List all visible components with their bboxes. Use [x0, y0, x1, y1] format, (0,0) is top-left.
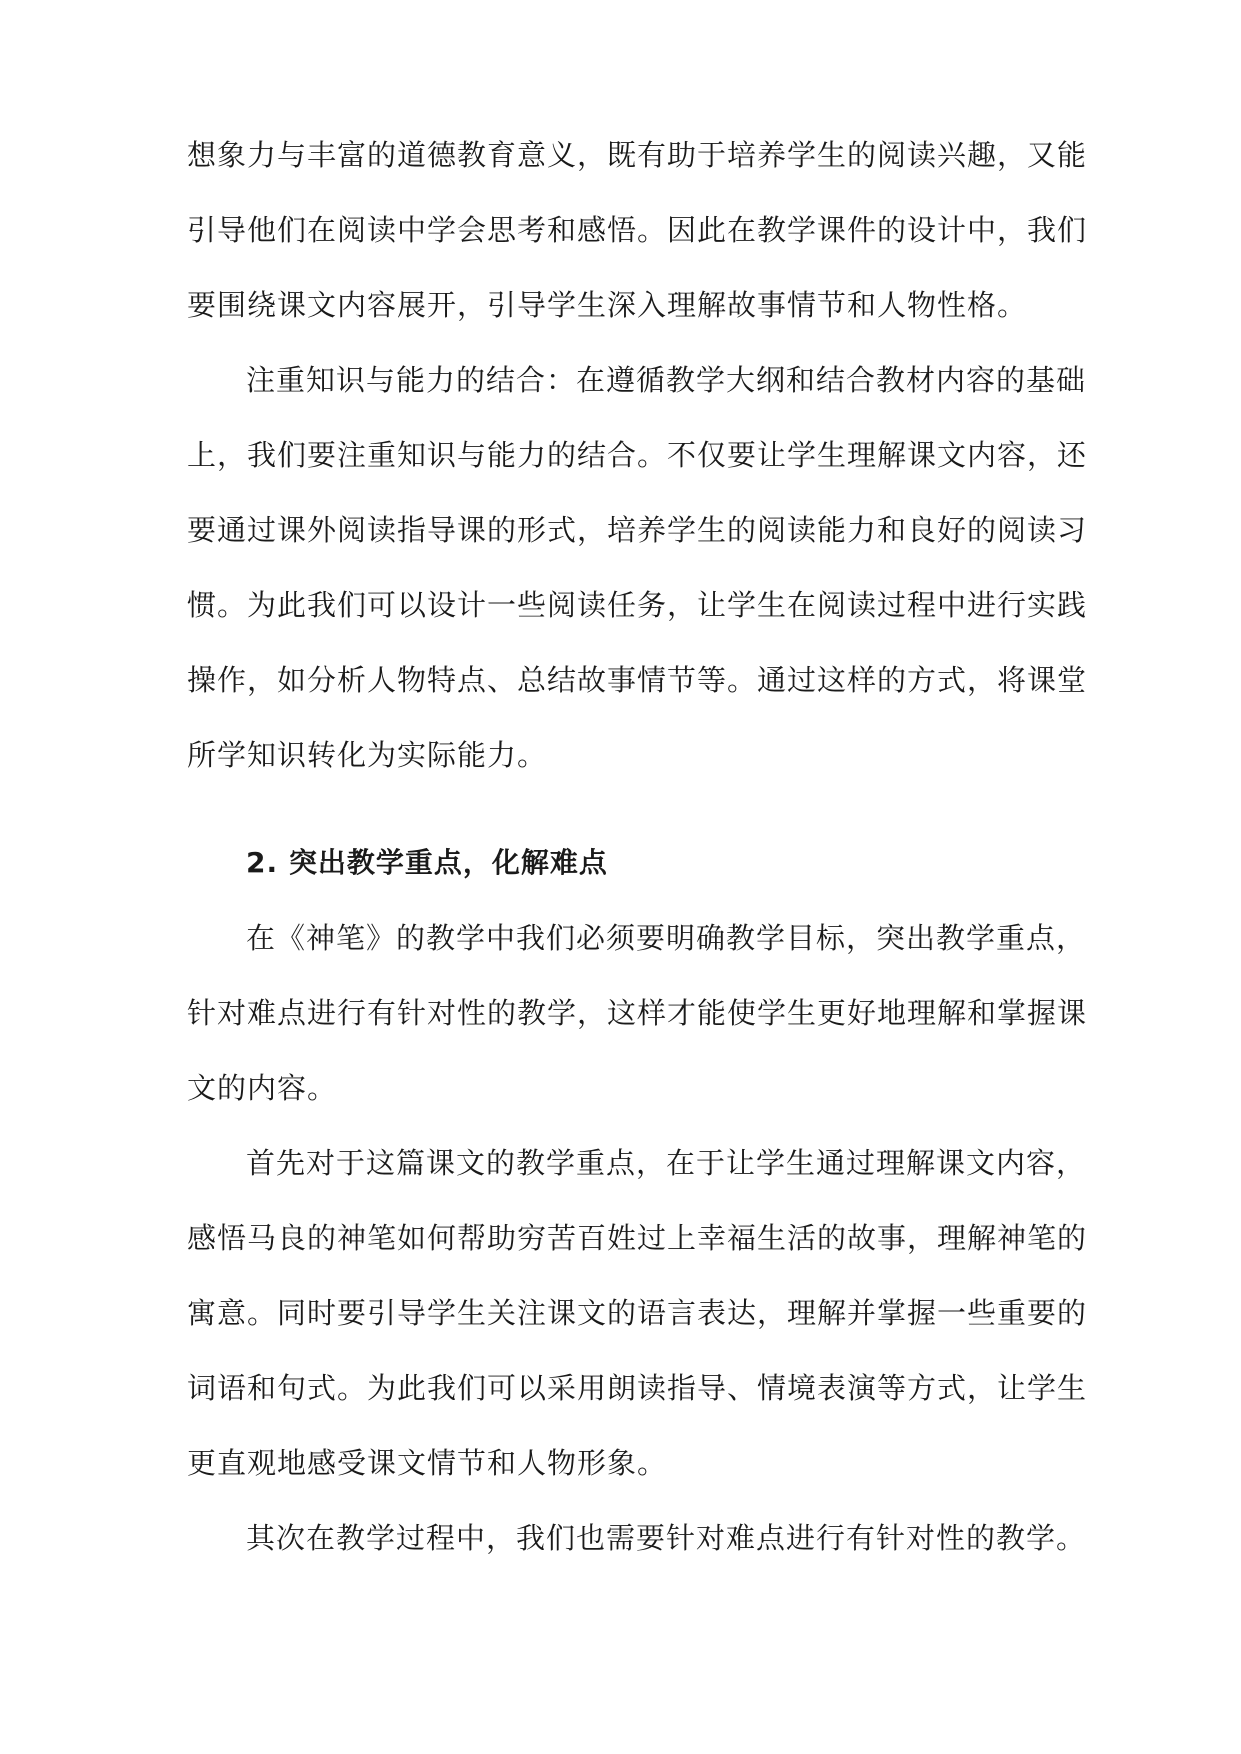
paragraph-line: 寓意。同时要引导学生关注课文的语言表达，理解并掌握一些重要的 — [187, 1296, 1088, 1330]
section-heading: 2. 突出教学重点，化解难点 — [246, 846, 608, 879]
paragraph-line: 感悟马良的神笔如何帮助穷苦百姓过上幸福生活的故事，理解神笔的 — [187, 1221, 1088, 1255]
paragraph-line: 词语和句式。为此我们可以采用朗读指导、情境表演等方式，让学生 — [187, 1371, 1088, 1405]
paragraph-line: 要围绕课文内容展开，引导学生深入理解故事情节和人物性格。 — [187, 288, 1028, 322]
paragraph-line: 更直观地感受课文情节和人物形象。 — [187, 1446, 668, 1480]
paragraph-line: 首先对于这篇课文的教学重点，在于让学生通过理解课文内容， — [246, 1146, 1087, 1180]
paragraph-line: 要通过课外阅读指导课的形式，培养学生的阅读能力和良好的阅读习 — [187, 513, 1088, 547]
paragraph-line: 想象力与丰富的道德教育意义，既有助于培养学生的阅读兴趣，又能 — [187, 138, 1088, 172]
paragraph-line: 其次在教学过程中，我们也需要针对难点进行有针对性的教学。 — [246, 1521, 1087, 1555]
paragraph-line: 所学知识转化为实际能力。 — [187, 738, 548, 772]
paragraph-line: 在《神笔》的教学中我们必须要明确教学目标，突出教学重点， — [246, 921, 1087, 955]
paragraph-line: 惯。为此我们可以设计一些阅读任务，让学生在阅读过程中进行实践 — [187, 588, 1088, 622]
paragraph-line: 注重知识与能力的结合：在遵循教学大纲和结合教材内容的基础 — [246, 363, 1087, 397]
paragraph-line: 上，我们要注重知识与能力的结合。不仅要让学生理解课文内容，还 — [187, 438, 1088, 472]
paragraph-line: 针对难点进行有针对性的教学，这样才能使学生更好地理解和掌握课 — [187, 996, 1088, 1030]
paragraph-line: 操作，如分析人物特点、总结故事情节等。通过这样的方式，将课堂 — [187, 663, 1088, 697]
paragraph-line: 文的内容。 — [187, 1071, 338, 1105]
paragraph-line: 引导他们在阅读中学会思考和感悟。因此在教学课件的设计中，我们 — [187, 213, 1088, 247]
